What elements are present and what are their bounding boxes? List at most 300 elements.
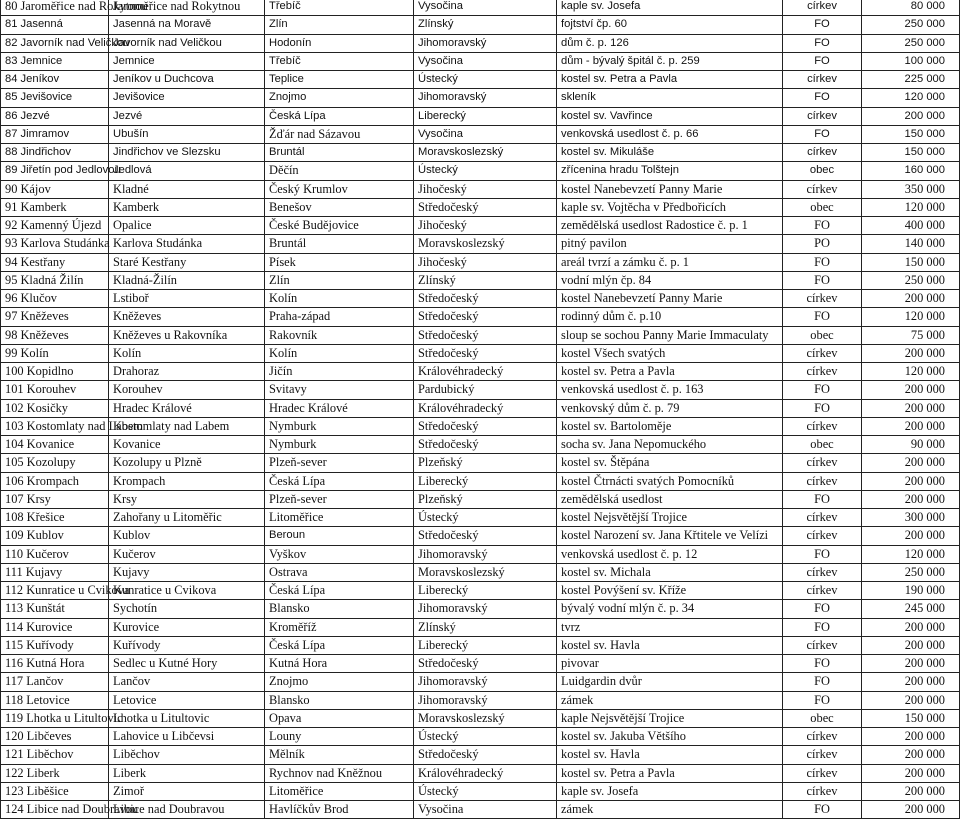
cell-monument: kostel Nanebevzetí Panny Marie	[557, 290, 783, 308]
cell-owner-type: FO	[783, 381, 862, 399]
cell-monument: pitný pavilon	[557, 235, 783, 253]
cell-amount: 200 000	[862, 728, 960, 746]
cell-owner-type: FO	[783, 673, 862, 691]
cell-cadastral-area: Letovice	[109, 691, 265, 709]
cell-monument: kostel sv. Bartoloměje	[557, 417, 783, 435]
cell-region: Středočeský	[414, 290, 557, 308]
table-row	[1, 655, 960, 673]
cell-monument: zemědělská usedlost Radostice č. p. 1	[557, 217, 783, 235]
cell-monument: kostel Čtrnácti svatých Pomocníků	[557, 472, 783, 490]
cell-owner-type: FO	[783, 89, 862, 107]
cell-cadastral-area: Kněževes	[109, 308, 265, 326]
cell-amount: 200 000	[862, 691, 960, 709]
table-row	[1, 0, 960, 16]
cell-amount: 200 000	[862, 764, 960, 782]
cell-cadastral-area: Kujavy	[109, 563, 265, 581]
cell-cadastral-area: Kurovice	[109, 618, 265, 636]
cell-region: Jihočeský	[414, 180, 557, 198]
cell-cadastral-area: Opalice	[109, 217, 265, 235]
cell-amount: 250 000	[862, 563, 960, 581]
cell-region: Liberecký	[414, 472, 557, 490]
cell-district: Praha-západ	[265, 308, 414, 326]
cell-region: Liberecký	[414, 636, 557, 654]
cell-owner-type: FO	[783, 490, 862, 508]
table-row	[1, 381, 960, 399]
cell-monument: vodní mlýn čp. 84	[557, 271, 783, 289]
cell-amount: 200 000	[862, 107, 960, 125]
cell-district: Děčín	[265, 162, 414, 180]
cell-region: Středočeský	[414, 198, 557, 216]
cell-district: Žďár nad Sázavou	[265, 125, 414, 143]
cell-monument: kostel Narození sv. Jana Křtitele ve Velízi	[557, 527, 783, 545]
cell-amount: 120 000	[862, 198, 960, 216]
grant-table-body	[1, 0, 960, 819]
cell-municipality: 109 Kublov	[1, 527, 109, 545]
cell-monument: kostel sv. Havla	[557, 636, 783, 654]
cell-district: Benešov	[265, 198, 414, 216]
cell-owner-type: církev	[783, 509, 862, 527]
table-row	[1, 363, 960, 381]
cell-cadastral-area: Hradec Králové	[109, 399, 265, 417]
cell-region: Jihomoravský	[414, 34, 557, 52]
cell-amount: 90 000	[862, 436, 960, 454]
cell-amount: 120 000	[862, 89, 960, 107]
cell-amount: 200 000	[862, 417, 960, 435]
cell-region: Moravskoslezský	[414, 144, 557, 162]
cell-region: Královéhradecký	[414, 764, 557, 782]
cell-district: Rychnov nad Kněžnou	[265, 764, 414, 782]
table-row	[1, 746, 960, 764]
cell-owner-type: církev	[783, 107, 862, 125]
cell-municipality: 90 Kájov	[1, 180, 109, 198]
table-row	[1, 545, 960, 563]
cell-cadastral-area: Libice nad Doubravou	[109, 801, 265, 819]
cell-amount: 200 000	[862, 636, 960, 654]
cell-cadastral-area: Krsy	[109, 490, 265, 508]
cell-monument: venkovský dům č. p. 79	[557, 399, 783, 417]
cell-owner-type: FO	[783, 618, 862, 636]
cell-municipality: 105 Kozolupy	[1, 454, 109, 472]
cell-district: Česká Lípa	[265, 107, 414, 125]
cell-district: Znojmo	[265, 89, 414, 107]
cell-district: Louny	[265, 728, 414, 746]
cell-district: Český Krumlov	[265, 180, 414, 198]
cell-monument: Luidgardin dvůr	[557, 673, 783, 691]
cell-monument: kaple sv. Josefa	[557, 0, 783, 16]
cell-region: Vysočina	[414, 0, 557, 16]
cell-district: Havlíčkův Brod	[265, 801, 414, 819]
cell-amount: 200 000	[862, 290, 960, 308]
cell-amount: 400 000	[862, 217, 960, 235]
cell-owner-type: FO	[783, 217, 862, 235]
cell-amount: 120 000	[862, 545, 960, 563]
cell-monument: kaple sv. Josefa	[557, 782, 783, 800]
cell-district: Třebíč	[265, 52, 414, 70]
cell-district: Kroměříž	[265, 618, 414, 636]
cell-region: Středočeský	[414, 527, 557, 545]
table-row	[1, 125, 960, 143]
cell-owner-type: církev	[783, 563, 862, 581]
cell-region: Vysočina	[414, 52, 557, 70]
table-row	[1, 107, 960, 125]
cell-district: Nymburk	[265, 417, 414, 435]
cell-municipality: 110 Kučerov	[1, 545, 109, 563]
cell-cadastral-area: Lhotka u Litultovic	[109, 709, 265, 727]
cell-monument: kostel Nanebevzetí Panny Marie	[557, 180, 783, 198]
cell-amount: 75 000	[862, 326, 960, 344]
cell-amount: 250 000	[862, 271, 960, 289]
cell-municipality: 88 Jindřichov	[1, 144, 109, 162]
cell-municipality: 122 Liberk	[1, 764, 109, 782]
cell-owner-type: FO	[783, 801, 862, 819]
cell-monument: kostel Povýšení sv. Kříže	[557, 582, 783, 600]
cell-municipality: 84 Jeníkov	[1, 71, 109, 89]
cell-municipality: 101 Korouhev	[1, 381, 109, 399]
cell-district: Kolín	[265, 344, 414, 362]
cell-region: Jihočeský	[414, 253, 557, 271]
cell-monument: fojtství čp. 60	[557, 16, 783, 34]
cell-amount: 190 000	[862, 582, 960, 600]
cell-amount: 200 000	[862, 381, 960, 399]
table-row	[1, 217, 960, 235]
cell-region: Plzeňský	[414, 454, 557, 472]
cell-owner-type: FO	[783, 600, 862, 618]
cell-municipality: 108 Křešice	[1, 509, 109, 527]
cell-owner-type: církev	[783, 582, 862, 600]
cell-region: Středočeský	[414, 655, 557, 673]
table-row	[1, 709, 960, 727]
cell-region: Ústecký	[414, 782, 557, 800]
cell-municipality: 85 Jevišovice	[1, 89, 109, 107]
cell-owner-type: FO	[783, 308, 862, 326]
cell-cadastral-area: Jasenná na Moravě	[109, 16, 265, 34]
cell-monument: kostel Nejsvětější Trojice	[557, 509, 783, 527]
cell-municipality: 104 Kovanice	[1, 436, 109, 454]
cell-district: Česká Lípa	[265, 636, 414, 654]
cell-monument: dům č. p. 126	[557, 34, 783, 52]
cell-municipality: 96 Klučov	[1, 290, 109, 308]
table-row	[1, 198, 960, 216]
table-row	[1, 472, 960, 490]
cell-cadastral-area: Staré Kestřany	[109, 253, 265, 271]
table-row	[1, 326, 960, 344]
cell-monument: zámek	[557, 691, 783, 709]
cell-amount: 200 000	[862, 746, 960, 764]
cell-amount: 200 000	[862, 472, 960, 490]
cell-region: Vysočina	[414, 125, 557, 143]
cell-cadastral-area: Jedlová	[109, 162, 265, 180]
cell-region: Moravskoslezský	[414, 709, 557, 727]
cell-monument: kostel sv. Petra a Pavla	[557, 764, 783, 782]
cell-monument: skleník	[557, 89, 783, 107]
cell-region: Ústecký	[414, 728, 557, 746]
cell-district: Litoměřice	[265, 782, 414, 800]
cell-municipality: 81 Jasenná	[1, 16, 109, 34]
cell-municipality: 97 Kněževes	[1, 308, 109, 326]
cell-region: Jihomoravský	[414, 691, 557, 709]
cell-monument: areál tvrzí a zámku č. p. 1	[557, 253, 783, 271]
cell-cadastral-area: Javorník nad Veličkou	[109, 34, 265, 52]
cell-owner-type: FO	[783, 253, 862, 271]
table-row	[1, 290, 960, 308]
cell-amount: 200 000	[862, 490, 960, 508]
cell-monument: venkovská usedlost č. p. 163	[557, 381, 783, 399]
cell-amount: 250 000	[862, 34, 960, 52]
cell-cadastral-area: Kolín	[109, 344, 265, 362]
cell-region: Zlínský	[414, 271, 557, 289]
cell-amount: 120 000	[862, 308, 960, 326]
cell-owner-type: církev	[783, 527, 862, 545]
cell-municipality: 111 Kujavy	[1, 563, 109, 581]
cell-region: Zlínský	[414, 618, 557, 636]
cell-owner-type: obec	[783, 162, 862, 180]
cell-district: Jičín	[265, 363, 414, 381]
cell-cadastral-area: Kunratice u Cvikova	[109, 582, 265, 600]
table-row	[1, 509, 960, 527]
cell-municipality: 114 Kurovice	[1, 618, 109, 636]
cell-owner-type: FO	[783, 34, 862, 52]
cell-district: Hodonín	[265, 34, 414, 52]
cell-region: Ústecký	[414, 71, 557, 89]
cell-monument: kostel Všech svatých	[557, 344, 783, 362]
cell-region: Jihočeský	[414, 217, 557, 235]
cell-monument: kostel sv. Jakuba Většího	[557, 728, 783, 746]
table-row	[1, 436, 960, 454]
cell-district: Opava	[265, 709, 414, 727]
cell-monument: venkovská usedlost č. p. 12	[557, 545, 783, 563]
cell-amount: 200 000	[862, 344, 960, 362]
cell-owner-type: obec	[783, 326, 862, 344]
cell-district: Písek	[265, 253, 414, 271]
cell-amount: 200 000	[862, 618, 960, 636]
cell-municipality: 94 Kestřany	[1, 253, 109, 271]
cell-monument: tvrz	[557, 618, 783, 636]
cell-amount: 150 000	[862, 709, 960, 727]
cell-region: Středočeský	[414, 746, 557, 764]
cell-region: Pardubický	[414, 381, 557, 399]
cell-region: Ústecký	[414, 162, 557, 180]
cell-amount: 300 000	[862, 509, 960, 527]
cell-monument: bývalý vodní mlýn č. p. 34	[557, 600, 783, 618]
cell-amount: 200 000	[862, 655, 960, 673]
cell-owner-type: církev	[783, 746, 862, 764]
cell-monument: socha sv. Jana Nepomuckého	[557, 436, 783, 454]
cell-district: České Budějovice	[265, 217, 414, 235]
cell-district: Znojmo	[265, 673, 414, 691]
cell-monument: kostel sv. Vavřince	[557, 107, 783, 125]
table-row	[1, 764, 960, 782]
cell-owner-type: obec	[783, 198, 862, 216]
table-row	[1, 801, 960, 819]
table-row	[1, 253, 960, 271]
cell-cadastral-area: Krompach	[109, 472, 265, 490]
table-row	[1, 618, 960, 636]
table-row	[1, 308, 960, 326]
cell-owner-type: FO	[783, 691, 862, 709]
cell-amount: 200 000	[862, 801, 960, 819]
cell-region: Jihomoravský	[414, 673, 557, 691]
cell-amount: 200 000	[862, 782, 960, 800]
cell-district: Rakovník	[265, 326, 414, 344]
table-row	[1, 527, 960, 545]
cell-monument: dům - bývalý špitál č. p. 259	[557, 52, 783, 70]
cell-region: Královéhradecký	[414, 363, 557, 381]
table-row	[1, 235, 960, 253]
table-row	[1, 89, 960, 107]
table-row	[1, 34, 960, 52]
cell-monument: kostel sv. Havla	[557, 746, 783, 764]
cell-owner-type: FO	[783, 125, 862, 143]
cell-municipality: 123 Liběšice	[1, 782, 109, 800]
cell-monument: venkovská usedlost č. p. 66	[557, 125, 783, 143]
cell-owner-type: obec	[783, 709, 862, 727]
cell-owner-type: FO	[783, 399, 862, 417]
cell-cadastral-area: Kublov	[109, 527, 265, 545]
table-row	[1, 417, 960, 435]
cell-region: Plzeňský	[414, 490, 557, 508]
cell-owner-type: FO	[783, 655, 862, 673]
cell-amount: 350 000	[862, 180, 960, 198]
cell-district: Litoměřice	[265, 509, 414, 527]
cell-municipality: 118 Letovice	[1, 691, 109, 709]
table-row	[1, 728, 960, 746]
cell-district: Česká Lípa	[265, 472, 414, 490]
cell-owner-type: církev	[783, 454, 862, 472]
cell-monument: kostel sv. Petra a Pavla	[557, 363, 783, 381]
cell-municipality: 100 Kopidlno	[1, 363, 109, 381]
cell-owner-type: PO	[783, 235, 862, 253]
table-row	[1, 782, 960, 800]
cell-amount: 200 000	[862, 673, 960, 691]
table-row	[1, 180, 960, 198]
cell-district: Bruntál	[265, 235, 414, 253]
table-row	[1, 144, 960, 162]
cell-owner-type: církev	[783, 728, 862, 746]
cell-cadastral-area: Kovanice	[109, 436, 265, 454]
cell-owner-type: církev	[783, 636, 862, 654]
table-row	[1, 600, 960, 618]
cell-district: Ostrava	[265, 563, 414, 581]
cell-monument: sloup se sochou Panny Marie Immaculaty	[557, 326, 783, 344]
cell-owner-type: obec	[783, 436, 862, 454]
cell-amount: 200 000	[862, 527, 960, 545]
cell-amount: 250 000	[862, 16, 960, 34]
table-row	[1, 399, 960, 417]
cell-region: Jihomoravský	[414, 89, 557, 107]
cell-municipality: 113 Kunštát	[1, 600, 109, 618]
cell-municipality: 112 Kunratice u Cvikova	[1, 582, 109, 600]
cell-district: Teplice	[265, 71, 414, 89]
cell-region: Ústecký	[414, 509, 557, 527]
cell-owner-type: církev	[783, 417, 862, 435]
cell-cadastral-area: Korouhev	[109, 381, 265, 399]
table-row	[1, 16, 960, 34]
cell-municipality: 86 Jezvé	[1, 107, 109, 125]
cell-amount: 160 000	[862, 162, 960, 180]
cell-municipality: 116 Kutná Hora	[1, 655, 109, 673]
cell-amount: 245 000	[862, 600, 960, 618]
cell-amount: 150 000	[862, 125, 960, 143]
cell-cadastral-area: Kozolupy u Plzně	[109, 454, 265, 472]
table-row	[1, 162, 960, 180]
table-row	[1, 454, 960, 472]
cell-monument: rodinný dům č. p.10	[557, 308, 783, 326]
cell-region: Vysočina	[414, 801, 557, 819]
table-row	[1, 71, 960, 89]
cell-owner-type: FO	[783, 271, 862, 289]
cell-cadastral-area: Zimoř	[109, 782, 265, 800]
cell-amount: 140 000	[862, 235, 960, 253]
cell-monument: zřícenina hradu Tolštejn	[557, 162, 783, 180]
cell-district: Blansko	[265, 600, 414, 618]
cell-amount: 225 000	[862, 71, 960, 89]
cell-district: Třebíč	[265, 0, 414, 16]
cell-cadastral-area: Kučerov	[109, 545, 265, 563]
cell-district: Svitavy	[265, 381, 414, 399]
cell-region: Zlínský	[414, 16, 557, 34]
cell-region: Středočeský	[414, 344, 557, 362]
cell-region: Jihomoravský	[414, 545, 557, 563]
cell-region: Moravskoslezský	[414, 563, 557, 581]
cell-cadastral-area: Kladná-Žilín	[109, 271, 265, 289]
cell-cadastral-area: Kuřívody	[109, 636, 265, 654]
cell-amount: 200 000	[862, 399, 960, 417]
cell-district: Beroun	[265, 527, 414, 545]
cell-owner-type: církev	[783, 344, 862, 362]
cell-municipality: 120 Libčeves	[1, 728, 109, 746]
cell-cadastral-area: Jezvé	[109, 107, 265, 125]
cell-district: Česká Lípa	[265, 582, 414, 600]
cell-region: Liberecký	[414, 582, 557, 600]
cell-monument: kostel sv. Štěpána	[557, 454, 783, 472]
cell-district: Vyškov	[265, 545, 414, 563]
table-row	[1, 490, 960, 508]
cell-region: Moravskoslezský	[414, 235, 557, 253]
cell-municipality: 92 Kamenný Újezd	[1, 217, 109, 235]
cell-monument: pivovar	[557, 655, 783, 673]
cell-municipality: 82 Javorník nad Veličkou	[1, 34, 109, 52]
cell-district: Plzeň-sever	[265, 454, 414, 472]
cell-region: Středočeský	[414, 326, 557, 344]
cell-cadastral-area: Jeníkov u Duchcova	[109, 71, 265, 89]
cell-cadastral-area: Liběchov	[109, 746, 265, 764]
table-row	[1, 344, 960, 362]
table-row	[1, 271, 960, 289]
cell-municipality: 106 Krompach	[1, 472, 109, 490]
cell-cadastral-area: Jevišovice	[109, 89, 265, 107]
cell-amount: 200 000	[862, 454, 960, 472]
cell-cadastral-area: Ubušín	[109, 125, 265, 143]
cell-district: Zlín	[265, 271, 414, 289]
cell-monument: kaple sv. Vojtěcha v Předbořicích	[557, 198, 783, 216]
cell-owner-type: církev	[783, 290, 862, 308]
cell-cadastral-area: Kladné	[109, 180, 265, 198]
cell-municipality: 87 Jimramov	[1, 125, 109, 143]
cell-municipality: 93 Karlova Studánka	[1, 235, 109, 253]
cell-region: Středočeský	[414, 308, 557, 326]
cell-district: Kolín	[265, 290, 414, 308]
table-row	[1, 582, 960, 600]
table-row	[1, 691, 960, 709]
table-row	[1, 563, 960, 581]
cell-owner-type: církev	[783, 71, 862, 89]
cell-cadastral-area: Lančov	[109, 673, 265, 691]
cell-cadastral-area: Sedlec u Kutné Hory	[109, 655, 265, 673]
cell-cadastral-area: Sychotín	[109, 600, 265, 618]
cell-municipality: 89 Jiřetín pod Jedlovou	[1, 162, 109, 180]
cell-municipality: 117 Lančov	[1, 673, 109, 691]
cell-region: Středočeský	[414, 436, 557, 454]
